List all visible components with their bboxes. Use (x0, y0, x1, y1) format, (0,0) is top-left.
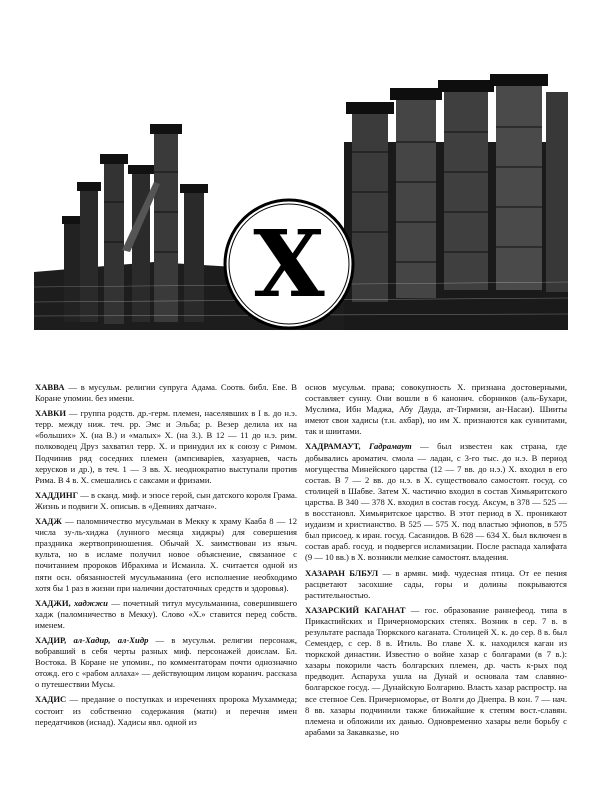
entry-text: — почетный титул мусульманина, совершившего хадж (паломничество в Мекку). Слово «X.» ставится перед собств. именем. (35, 597, 297, 630)
entry-headword: ХАДИС (35, 694, 67, 705)
dictionary-entry (305, 605, 567, 738)
dictionary-entry (305, 441, 567, 563)
entry-headword: ХАЗАРСКИЙ КАГАНАТ (305, 604, 406, 615)
chapter-letter: X (253, 210, 325, 318)
entry-headword: ХАДЖИ, (35, 597, 71, 608)
entry-text: — в мусульм. религии персонаж, вобравший в себя черты разных миф. персонажей доислам. Бл. Востока. В Коране не упомин., по комментаторам почти однозначно отожд. его с «рабом аллаха» — действующим лицом коранич. рассказа о путешествии Мусы. (35, 634, 297, 690)
dictionary-entry (35, 598, 297, 631)
entry-text: — в сканд. миф. и эпосе герой, сын датского короля Грама. Жизнь и подвиги X. описыв. в «Деяниях датчан». (35, 489, 297, 511)
entry-headword: ХАДЖ (35, 516, 62, 527)
entry-variant: хаджжи (70, 597, 108, 608)
dictionary-entry (35, 635, 297, 690)
dictionary-entry (35, 382, 297, 404)
entry-headword: ХАДРАМАУТ, (305, 441, 361, 452)
entry-text: — в армян. миф. чудесная птица. От ее пения расцветают засохшие сады, горы и долины покрываются растительностью. (305, 567, 567, 600)
dictionary-entry (35, 408, 297, 486)
right-column (305, 382, 567, 742)
entry-text: — предание о поступках и изречениях пророка Мухаммеда; состоит из собственно содержания (матн) и перечня имен передатчиков (иснад). Хадисы явл. одной из (35, 694, 297, 727)
chapter-illustration (34, 72, 568, 330)
entry-headword: ХАДИР, (35, 634, 67, 645)
entry-headword: ХАВКИ (35, 408, 67, 419)
entry-text: — был известен как страна, где добывались ароматич. смола — ладан, с 3-го тыс. до н.э. В период могущества Минейского царства (12 — 7 вв. до н.э.) X. входил в его состав. В 7 — 2 вв. до н.э. в X. существовало самостоят. госуд. со столицей в Шабве. Затем X. частично входил в состав Химьяритского царства. В 340 — 378 X. входил в состав госуд. Аксум, в 378 — 525 — в восстановл. Химьяритское царство. В этот период в X. проникают иудаизм и христианство. В 525 — 575 X. под властью эфиопов, в 575 был присоед. к иран. госуд. Сасанидов. В 628 — 634 X. был включен в состав араб. госуд. и подвергся исламизации. После распада халифата (9 — 10 вв.) в X. возникли мелкие самостоят. владения. (305, 441, 567, 563)
entry-headword: ХАДДИНГ (35, 489, 79, 500)
left-column (35, 382, 297, 732)
dictionary-entry (35, 516, 297, 594)
entry-text: — паломничество мусульман в Мекку к храму Кааба 8 — 12 числа зу-ль-хиджа (лунного месяца хиджры) для совершения праздника жертвоприношения. Обычай X. заимствован из языч. культа, но в исламе получил новое объяснение, связанное с почитанием пророков Ибрахима и Исмаила. X. считается одной из пяти осн. обязанностей мусульманина (его исполнение необходимо хотя бы 1 раз в жизни при наличии достаточных средств и здоровья). (35, 516, 297, 593)
entry-headword: ХАВВА (35, 382, 65, 392)
entry-variant: ал-Хадир, ал-Хидр (66, 634, 149, 645)
entry-text: основ мусульм. права; совокупность X. признана достоверными, составляет сунну. Они вошли в 6 канонич. сборников (аль-Бухари, Муслима, Ибн Маджа, Абу Дауда, ат-Тирмизи, ан-Насаи). Шииты имеют свои хадисы (т.н. ахбар), но им X. признаются как суннитами, так и шиитами. (305, 382, 567, 437)
entry-headword: ХАЗАРАН БЛБУЛ (305, 567, 379, 578)
chapter-letter-emblem (225, 200, 353, 328)
entry-text: — в мусульм. религии супруга Адама. Соотв. библ. Еве. В Коране упомин. без имени. (35, 382, 297, 404)
entry-text: — гос. образование раннефеод. типа в Прикаспийских и Причерноморских степях. Возник в сер. 7 в. в результате распада Тюркского каганата. Столицей X. к. до сер. 8 в. был Семендер, с сер. 8 в. Итиль. Во главе X. к. находился каган из тюркской династии. Известно о войне хазар с болгарами (в 7 в.): хазары покорили часть болгарских племен, др. часть к-рых под предводит. Аспаруха ушла на Дунай и основала там славяно-болгарское госуд. — Дунайскую Болгарию. Власть хазар распростр. на все степное Сев. Причерноморье, от Волги до Днепра. В кон. 7 — нач. 8 вв. хазары подчинили также ближайшие к степям вост.-славян. племена и обложили их данью. Одновременно хазары вели борьбу с арабами за Закавказье, но (305, 604, 567, 737)
entry-text: — группа родств. др.-герм. племен, населявших в I в. до н.э. терр. между ниж. теч. рр. Эмс и Эльба; р. Везер делила их на «больших» X. (на В.) и «малых» X. (на З.). В 12 — 11 до н.э. рим. полководец Друз захватил терр. X. и принудил их к союзу с Римом. Подчинив ряд соседних племен (ампсиваріев, хазуарнев, часть херусков и др.), в теч. 1 — 3 вв. X. неоднократно выступали против Рима. В 4 в. X. смешались с саксами и фризами. (35, 408, 297, 485)
dictionary-entry (305, 568, 567, 601)
dictionary-entry (35, 490, 297, 512)
dictionary-entry (35, 694, 297, 727)
dictionary-entry (305, 382, 567, 437)
entry-variant: Гадрамаут (360, 441, 412, 452)
